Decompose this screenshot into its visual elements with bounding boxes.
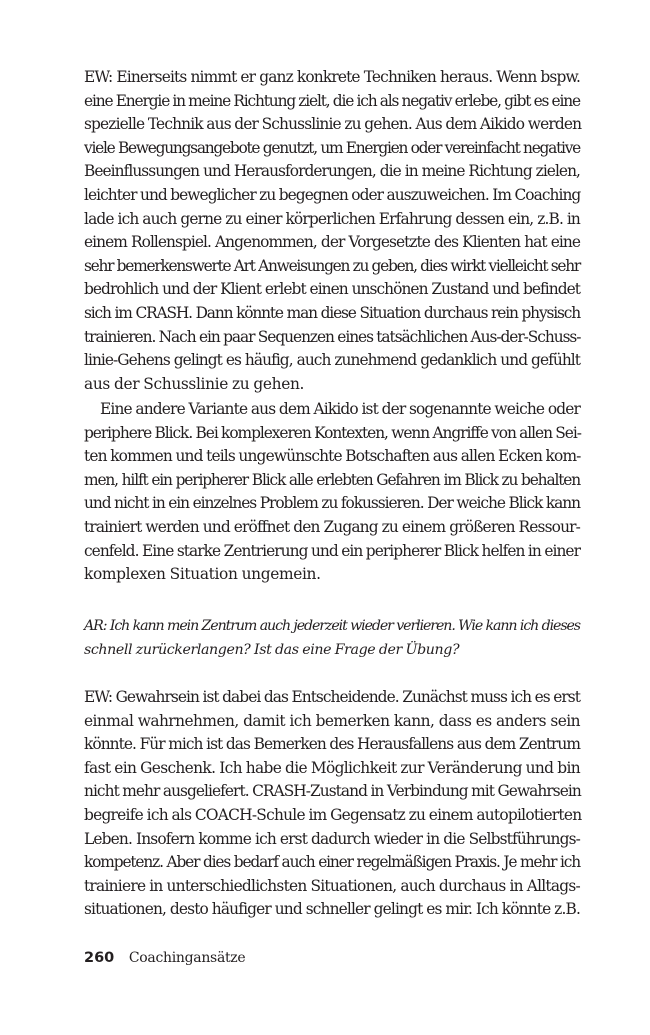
answer-paragraph-2	[84, 398, 580, 587]
running-footer-title: Coachingansätze	[128, 950, 246, 966]
text-line: nicht mehr ausgeliefert. CRASH-Zustand in Verbindung mit Gewahrsein	[84, 782, 581, 801]
text-line: linie-Gehens gelingt es häufig, auch zunehmend gedanklich und gefühlt	[84, 351, 580, 370]
text-line: komplexen Situation ungemein.	[84, 565, 321, 584]
text-line: lade ich auch gerne zu einer körperlichen Erfahrung dessen ein, z.B. in	[84, 209, 580, 228]
question-line: AR: Ich kann mein Zentrum auch jederzeit wieder verlieren. Wie kann ich dieses	[84, 618, 580, 634]
text-line: viele Bewegungsangebote genutzt, um Energien oder vereinfacht negative	[84, 138, 580, 157]
text-line: trainiere in unterschiedlichsten Situationen, auch durchaus in Alltags-	[84, 876, 580, 895]
interviewer-question	[84, 614, 580, 662]
text-line: EW: Gewahrsein ist dabei das Entscheidende. Zunächst muss ich es erst	[84, 688, 580, 706]
answer-paragraph-1	[84, 66, 580, 396]
text-line: cenfeld. Eine starke Zentrierung und ein peripherer Blick helfen in einer	[84, 541, 580, 560]
text-line: sehr bemerkenswerte Art Anweisungen zu geben, dies wirkt vielleicht sehr	[84, 256, 580, 275]
text-line: leichter und beweglicher zu begegnen oder auszuweichen. Im Coaching	[84, 185, 581, 204]
text-line: situationen, desto häufiger und schneller gelingt es mir. Ich könnte z.B.	[84, 900, 580, 919]
question-line: schnell zurückerlangen? Ist das eine Frage der Übung?	[84, 642, 460, 658]
page-footer	[84, 946, 245, 970]
text-line: sich im CRASH. Dann könnte man diese Situation durchaus rein physisch	[84, 303, 580, 322]
text-line: kompetenz. Aber dies bedarf auch einer regelmäßigen Praxis. Je mehr ich	[84, 853, 580, 872]
text-line: trainiert werden und eröffnet den Zugang zu einem größeren Ressour-	[84, 517, 580, 536]
page-number: 260	[84, 950, 115, 966]
text-line: ten kommen und teils ungewünschte Botschaften aus allen Ecken kom-	[84, 447, 581, 466]
text-line: EW: Einerseits nimmt er ganz konkrete Techniken heraus. Wenn bspw.	[84, 68, 580, 86]
text-line: men, hilft ein peripherer Blick alle erlebten Gefahren im Blick zu behalten	[84, 470, 580, 489]
text-line: könnte. Für mich ist das Bemerken des Herausfallens aus dem Zentrum	[84, 735, 580, 754]
text-line: fast ein Geschenk. Ich habe die Möglichkeit zur Veränderung und bin	[84, 758, 580, 777]
text-line: spezielle Technik aus der Schusslinie zu gehen. Aus dem Aikido werden	[84, 115, 582, 134]
text-line: einem Rollenspiel. Angenommen, der Vorgesetzte des Klienten hat eine	[84, 233, 580, 252]
text-line: trainieren. Nach ein paar Sequenzen eines tatsächlichen Aus-der-Schuss-	[84, 327, 581, 346]
text-line: Beeinflussungen und Herausforderungen, die in meine Richtung zielen,	[84, 162, 580, 181]
text-line: aus der Schusslinie zu gehen.	[84, 374, 305, 393]
text-line: Leben. Insofern komme ich erst dadurch wieder in die Selbstführungs-	[84, 829, 580, 848]
text-line: periphere Blick. Bei komplexeren Kontexten, wenn Angriffe von allen Sei-	[84, 423, 581, 442]
text-line: bedrohlich und der Klient erlebt einen unschönen Zustand und befindet	[84, 280, 580, 299]
text-line: Eine andere Variante aus dem Aikido ist der sogenannte weiche oder	[100, 400, 580, 418]
text-line: einmal wahrnehmen, damit ich bemerken kann, dass es anders sein	[84, 711, 580, 730]
text-line: eine Energie in meine Richtung zielt, die ich als negativ erlebe, gibt es eine	[84, 91, 580, 110]
text-line: begreife ich als COACH-Schule im Gegensatz zu einem autopilotierten	[84, 805, 582, 824]
answer-paragraph-3	[84, 686, 580, 922]
text-line: und nicht in ein einzelnes Problem zu fokussieren. Der weiche Blick kann	[84, 494, 580, 513]
